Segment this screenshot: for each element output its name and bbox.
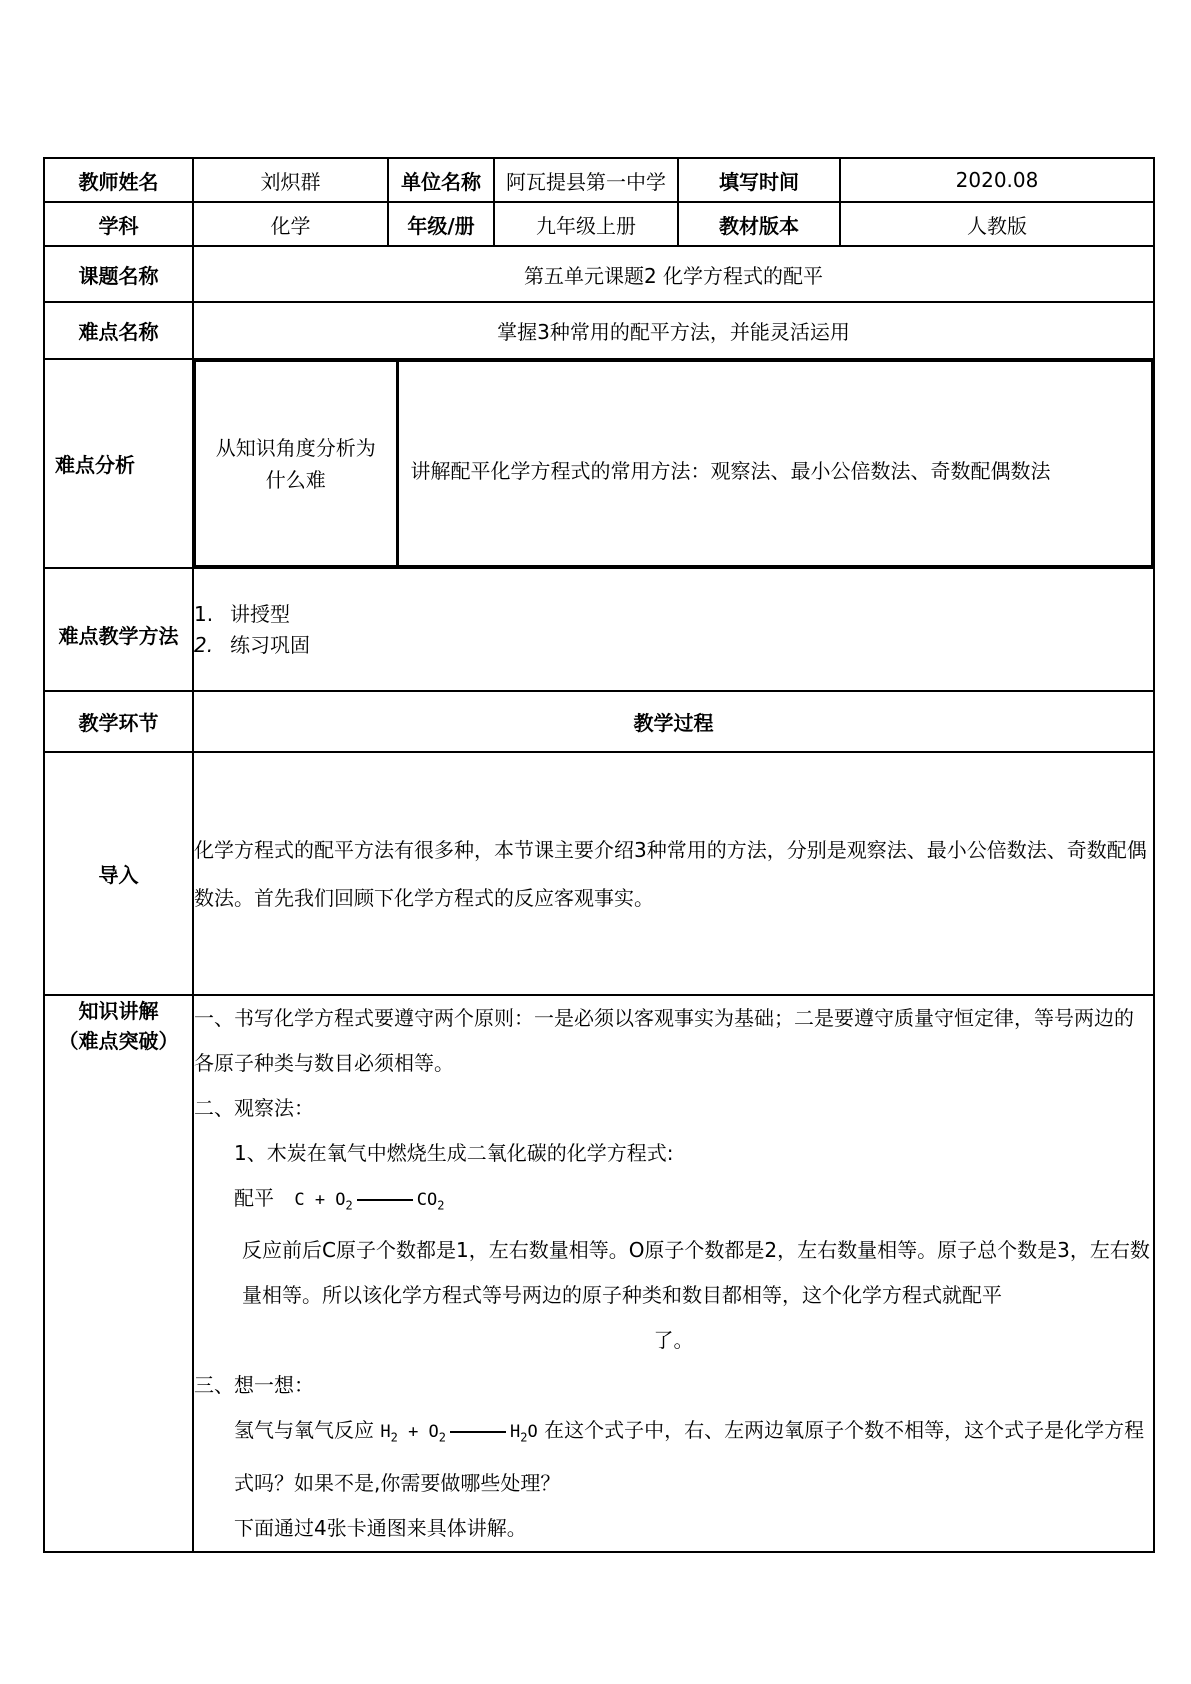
difficulty-label: 难点名称: [44, 302, 193, 359]
analysis-sub-label: 从知识角度分析为什么难: [195, 361, 397, 566]
knowledge-heading-observation: 二、观察法：: [194, 1096, 314, 1120]
difficulty-row: [44, 302, 1154, 359]
think-rest: 在这个式子中，右、左两边氧原子个数不相等，这个式子是化学方程式吗？如果不是,你需要做哪些处理？: [234, 1418, 1145, 1495]
date-value: 2020.08: [840, 158, 1154, 202]
intro-label: 导入: [44, 752, 193, 995]
methods-row: [44, 568, 1154, 691]
analysis-inner-table: [194, 360, 1153, 567]
methods-item-2: [194, 630, 1153, 661]
teacher-label: 教师姓名: [44, 158, 193, 202]
knowledge-label-line1: 知识讲解: [78, 999, 159, 1023]
header-row-2: [44, 202, 1154, 246]
methods-item-text: 练习巩固: [230, 632, 310, 657]
h2-sub: 2: [390, 1430, 398, 1445]
eq1-left: C + O: [294, 1190, 346, 1210]
process-stage-label: 教学环节: [44, 691, 193, 752]
analysis-label: 难点分析: [44, 359, 193, 568]
edition-value: 人教版: [840, 202, 1154, 246]
knowledge-equation-1: [194, 1176, 1153, 1228]
eq1-prefix: 配平: [234, 1186, 274, 1210]
lesson-plan-table: [43, 157, 1155, 1553]
knowledge-label-line2: （难点突破）: [58, 1029, 179, 1053]
difficulty-value: 掌握3种常用的配平方法，并能灵活运用: [193, 302, 1154, 359]
water-o: O: [527, 1422, 538, 1443]
date-label: 填写时间: [678, 158, 840, 202]
think-intro: 氢气与氧气反应: [234, 1418, 374, 1443]
process-header-row: [44, 691, 1154, 752]
h2-symbol: H: [380, 1422, 391, 1443]
methods-list: [193, 568, 1154, 691]
water-sub: 2: [520, 1430, 528, 1445]
topic-label: 课题名称: [44, 246, 193, 302]
eq1-sub2: 2: [437, 1198, 445, 1213]
knowledge-explanation: 反应前后C原子个数都是1，左右数量相等。O原子个数都是2，左右数量相等。原子总个数是3，左右数量相等。所以该化学方程式等号两边的原子种类和数目都相等，这个化学方程式就配平: [242, 1238, 1150, 1308]
knowledge-cartoon-note: 下面通过4张卡通图来具体讲解。: [234, 1515, 527, 1540]
analysis-value: 讲解配平化学方程式的常用方法：观察法、最小公倍数法、奇数配偶数法: [397, 361, 1152, 566]
header-row-1: [44, 158, 1154, 202]
think-equation: [380, 1422, 538, 1445]
eq1-body: [294, 1190, 445, 1213]
unit-value: 阿瓦提县第一中学: [494, 158, 678, 202]
grade-label: 年级/册: [388, 202, 494, 246]
eq1-right: CO: [416, 1190, 438, 1210]
methods-label: 难点教学方法: [44, 568, 193, 691]
equation-line-icon: [450, 1431, 506, 1433]
subject-value: 化学: [193, 202, 388, 246]
process-value-label: 教学过程: [193, 691, 1154, 752]
subject-label: 学科: [44, 202, 193, 246]
o2-symbol: + O: [397, 1422, 439, 1443]
methods-item-1: [194, 599, 1153, 630]
analysis-content: [193, 359, 1154, 568]
methods-item-num: 1.: [194, 601, 214, 626]
knowledge-principles: 一、书写化学方程式要遵守两个原则：一是必须以客观事实为基础；二是要遵守质量守恒定律，等号两边的各原子种类与数目必须相等。: [194, 1006, 1134, 1075]
knowledge-row: [44, 995, 1154, 1552]
topic-value: 第五单元课题2 化学方程式的配平: [193, 246, 1154, 302]
eq1-sub1: 2: [345, 1198, 353, 1213]
equation-line-icon: [357, 1199, 413, 1201]
knowledge-think-question: [194, 1408, 1153, 1505]
methods-item-text: 讲授型: [230, 601, 290, 626]
analysis-row: [44, 359, 1154, 568]
methods-item-num: 2.: [194, 632, 214, 657]
intro-row: [44, 752, 1154, 995]
knowledge-heading-think: 三、想一想：: [194, 1373, 314, 1398]
grade-value: 九年级上册: [494, 202, 678, 246]
knowledge-explanation-end: 了。: [653, 1328, 694, 1353]
o2-sub: 2: [438, 1430, 447, 1445]
teacher-value: 刘炽群: [193, 158, 388, 202]
topic-row: [44, 246, 1154, 302]
water-h: H: [510, 1422, 521, 1443]
intro-text: 化学方程式的配平方法有很多种，本节课主要介绍3种常用的方法，分别是观察法、最小公倍数法、奇数配偶数法。首先我们回顾下化学方程式的反应客观事实。: [193, 752, 1154, 995]
knowledge-content: [193, 995, 1154, 1552]
edition-label: 教材版本: [678, 202, 840, 246]
knowledge-example-title: 1、木炭在氧气中燃烧生成二氧化碳的化学方程式:: [234, 1141, 674, 1165]
knowledge-label: [44, 995, 193, 1552]
unit-label: 单位名称: [388, 158, 494, 202]
